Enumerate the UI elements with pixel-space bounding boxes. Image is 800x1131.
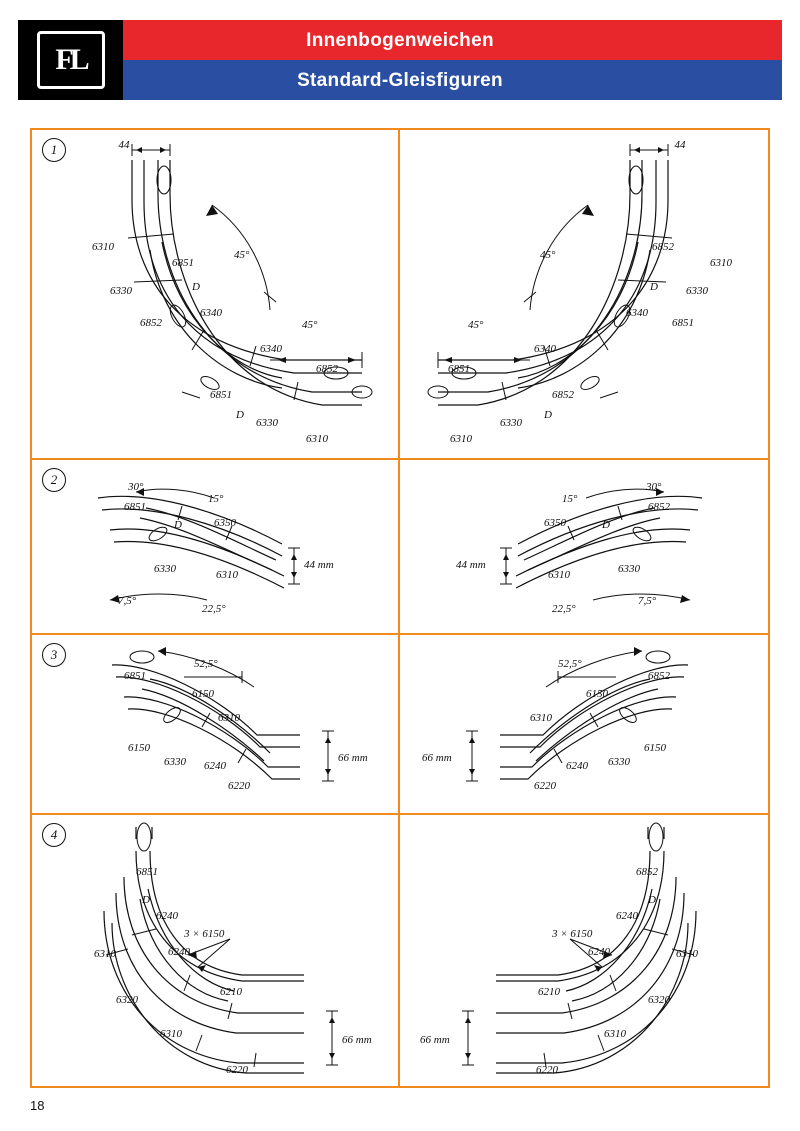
dimension-label: 66 mm [420,1034,450,1046]
part-label: 3 × 6150 [184,928,225,940]
logo-monogram-icon [37,31,105,89]
track-figure-3-left [32,635,400,815]
page-number: 18 [30,1098,45,1113]
logo-text: FL [55,43,86,76]
part-label: D [142,894,150,906]
angle-label: 30° [646,481,662,493]
part-label: 6320 [116,994,138,1006]
dimension-label: 66 mm [338,752,368,764]
part-label: 6150 [586,688,608,700]
track-figure-1-left [32,130,400,460]
angle-label: 45° [468,319,484,331]
part-label: 6330 [686,285,708,297]
brand-logo [18,20,123,100]
dimension-label: 44 [674,139,686,151]
part-label: D [648,894,656,906]
diagram-cell-2-left [32,460,400,633]
diagram-cell-4-right [400,815,768,1086]
angle-label: 45° [234,249,250,261]
dimension-label: 66 mm [422,752,452,764]
track-figure-2-left [32,460,400,635]
part-label: 6330 [256,417,278,429]
angle-label: 7,5° [118,595,137,607]
part-label: 6310 [676,948,698,960]
part-label: 6240 [204,760,226,772]
part-label: 6330 [164,756,186,768]
part-label: 6220 [534,780,556,792]
part-label: 6852 [140,317,162,329]
part-label: 6310 [710,257,732,269]
row-number-3: 3 [42,643,66,667]
part-label: 6220 [536,1064,558,1076]
part-label: 6851 [448,363,470,375]
part-label: 6852 [316,363,338,375]
part-label: 6340 [626,307,648,319]
part-label: 6150 [644,742,666,754]
header-title-primary: Innenbogenweichen [306,30,494,51]
page-header [18,20,782,100]
diagram-row-1 [32,130,768,460]
part-label: 6852 [636,866,658,878]
part-label: 6852 [648,501,670,513]
part-label: 6240 [588,946,610,958]
header-band-blue [18,60,782,100]
part-label: 6330 [618,563,640,575]
part-label: 6851 [124,670,146,682]
angle-label: 45° [540,249,556,261]
part-label: 6320 [648,994,670,1006]
diagram-cell-1-left [32,130,400,458]
angle-label: 7,5° [638,595,657,607]
row-number-2: 2 [42,468,66,492]
part-label: 6220 [226,1064,248,1076]
angle-label: 52,5° [194,658,218,670]
part-label: 6330 [500,417,522,429]
part-label: 6210 [538,986,560,998]
row-number-4: 4 [42,823,66,847]
part-label: 6340 [200,307,222,319]
part-label: D [174,519,182,531]
diagram-cell-1-right [400,130,768,458]
part-label: 6210 [220,986,242,998]
part-label: 6340 [260,343,282,355]
part-label: 6310 [604,1028,626,1040]
part-label: 6852 [552,389,574,401]
part-label: 6350 [214,517,236,529]
part-label: 6310 [94,948,116,960]
header-band-red [18,20,782,60]
part-label: 6310 [92,241,114,253]
part-label: D [544,409,552,421]
part-label: 6851 [172,257,194,269]
dimension-label: 44 mm [456,559,486,571]
part-label: 6310 [548,569,570,581]
part-label: D [650,281,658,293]
part-label: 6852 [652,241,674,253]
angle-label: 45° [302,319,318,331]
part-label: 6330 [110,285,132,297]
part-label: 6851 [672,317,694,329]
part-label: 6851 [210,389,232,401]
part-label: 6150 [192,688,214,700]
part-label: 6310 [306,433,328,445]
part-label: 6150 [128,742,150,754]
diagram-row-2 [32,460,768,635]
track-figure-2-right [400,460,768,635]
part-label: 6310 [216,569,238,581]
part-label: 6851 [124,501,146,513]
diagram-cell-3-left [32,635,400,813]
header-title-secondary: Standard-Gleisfiguren [297,70,503,91]
part-label: D [602,519,610,531]
part-label: 6340 [534,343,556,355]
dimension-label: 44 mm [304,559,334,571]
part-label: 6240 [156,910,178,922]
angle-label: 15° [208,493,224,505]
part-label: D [192,281,200,293]
dimension-label: 66 mm [342,1034,372,1046]
part-label: 6310 [160,1028,182,1040]
part-label: 6851 [136,866,158,878]
part-label: 6310 [218,712,240,724]
track-figure-4-left [32,815,400,1086]
angle-label: 15° [562,493,578,505]
angle-label: 22,5° [202,603,226,615]
part-label: 6310 [450,433,472,445]
diagram-cell-2-right [400,460,768,633]
part-label: 6330 [608,756,630,768]
track-figure-3-right [400,635,768,815]
part-label: 6330 [154,563,176,575]
diagram-cell-3-right [400,635,768,813]
part-label: 6310 [530,712,552,724]
track-figure-4-right [400,815,768,1086]
track-figure-1-right [400,130,768,460]
part-label: 6240 [616,910,638,922]
part-label: 6350 [544,517,566,529]
diagram-row-4 [32,815,768,1086]
part-label: 6240 [168,946,190,958]
part-label: 6852 [648,670,670,682]
diagram-cell-4-left [32,815,400,1086]
angle-label: 22,5° [552,603,576,615]
part-label: 6220 [228,780,250,792]
diagram-row-3 [32,635,768,815]
part-label: D [236,409,244,421]
part-label: 6240 [566,760,588,772]
angle-label: 52,5° [558,658,582,670]
dimension-label: 44 [118,139,130,151]
row-number-1: 1 [42,138,66,162]
angle-label: 30° [128,481,144,493]
part-label: 3 × 6150 [552,928,593,940]
diagram-frame [30,128,770,1088]
